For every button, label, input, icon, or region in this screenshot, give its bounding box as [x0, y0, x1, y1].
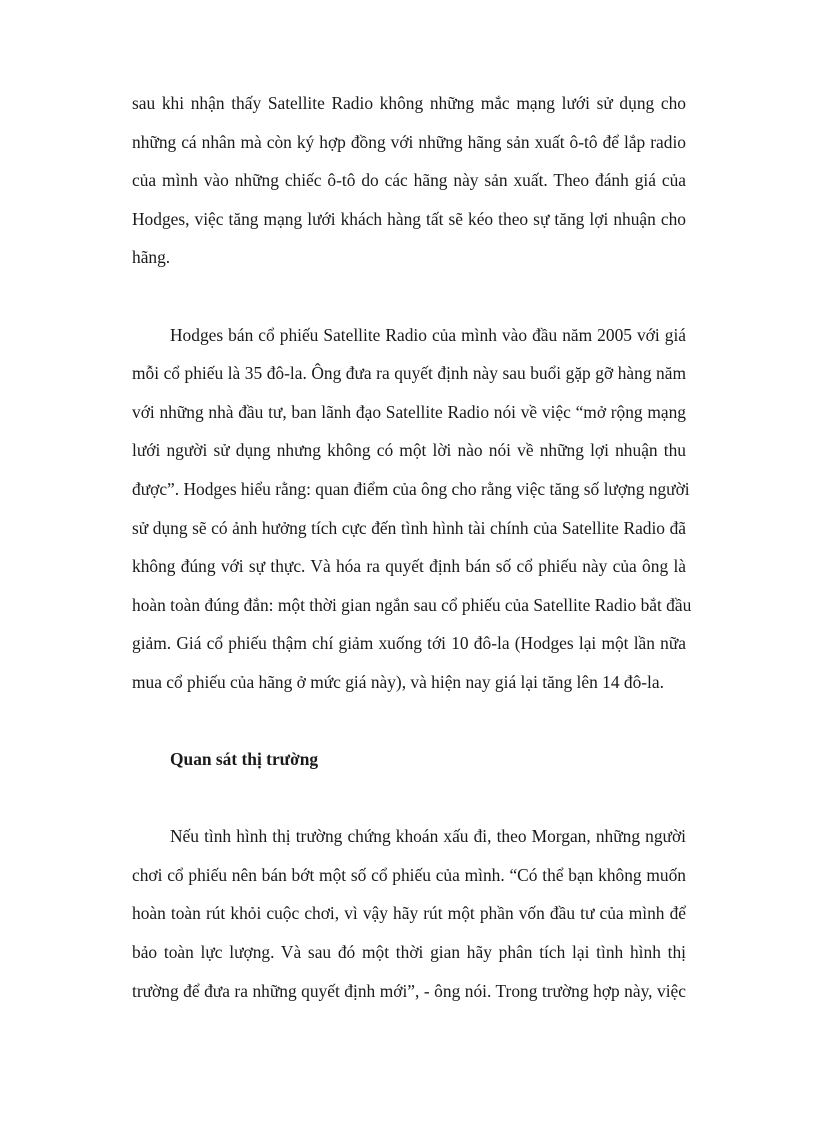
text-line: trường để đưa ra những quyết định mới”, - ông nói. Trong trường hợp này, việc — [132, 980, 686, 1001]
text-line: hoàn toàn rút khỏi cuộc chơi, vì vậy hãy rút một phần vốn đầu tư của mình để — [132, 903, 686, 924]
text-line: những cá nhân mà còn ký hợp đồng với những hãng sản xuất ô-tô để lắp radio — [132, 131, 686, 152]
paragraph-2 — [132, 316, 692, 702]
text-line: hãng. — [132, 247, 171, 268]
text-line: chơi cổ phiếu nên bán bớt một số cổ phiếu của mình. “Có thể bạn không muốn — [132, 864, 686, 885]
text-line: bảo toàn lực lượng. Và sau đó một thời gian hãy phân tích lại tình hình thị — [132, 942, 686, 963]
text-line: hoàn toàn đúng đắn: một thời gian ngắn sau cổ phiếu của Satellite Radio bắt đầu — [132, 594, 692, 615]
paragraph-spacer — [132, 702, 686, 741]
text-line: không đúng với sự thực. Và hóa ra quyết định bán số cổ phiếu này của ông là — [132, 556, 686, 577]
text-line: Hodges bán cổ phiếu Satellite Radio của mình vào đầu năm 2005 với giá — [170, 324, 686, 345]
text-line: sau khi nhận thấy Satellite Radio không những mắc mạng lưới sử dụng cho — [132, 93, 686, 113]
document-body — [132, 84, 692, 1010]
text-line: giảm. Giá cổ phiếu thậm chí giảm xuống tới 10 đô-la (Hodges lại một lần nữa — [132, 633, 686, 654]
paragraph-1 — [132, 84, 686, 277]
section-heading: Quan sát thị trường — [170, 749, 319, 770]
paragraph-spacer — [132, 779, 686, 818]
paragraph-3 — [132, 817, 686, 1010]
text-line: Hodges, việc tăng mạng lưới khách hàng tất sẽ kéo theo sự tăng lợi nhuận cho — [132, 208, 686, 229]
text-line: mỗi cổ phiếu là 35 đô-la. Ông đưa ra quyết định này sau buổi gặp gỡ hàng năm — [132, 363, 686, 384]
text-line: lưới người sử dụng nhưng không có một lời nào nói về những lợi nhuận thu — [132, 440, 686, 461]
text-line: được”. Hodges hiểu rằng: quan điểm của ông cho rằng việc tăng số lượng người — [132, 478, 690, 499]
text-line: với những nhà đầu tư, ban lãnh đạo Satellite Radio nói về việc “mở rộng mạng — [132, 401, 686, 422]
paragraph-spacer — [132, 277, 686, 316]
text-line: của mình vào những chiếc ô-tô do các hãng này sản xuất. Theo đánh giá của — [132, 170, 686, 191]
text-line: sử dụng sẽ có ảnh hưởng tích cực đến tình hình tài chính của Satellite Radio đã — [132, 517, 686, 538]
text-line: mua cổ phiếu của hãng ở mức giá này), và hiện nay giá lại tăng lên 14 đô-la. — [132, 671, 664, 692]
text-line: Nếu tình hình thị trường chứng khoán xấu đi, theo Morgan, những người — [170, 826, 686, 847]
